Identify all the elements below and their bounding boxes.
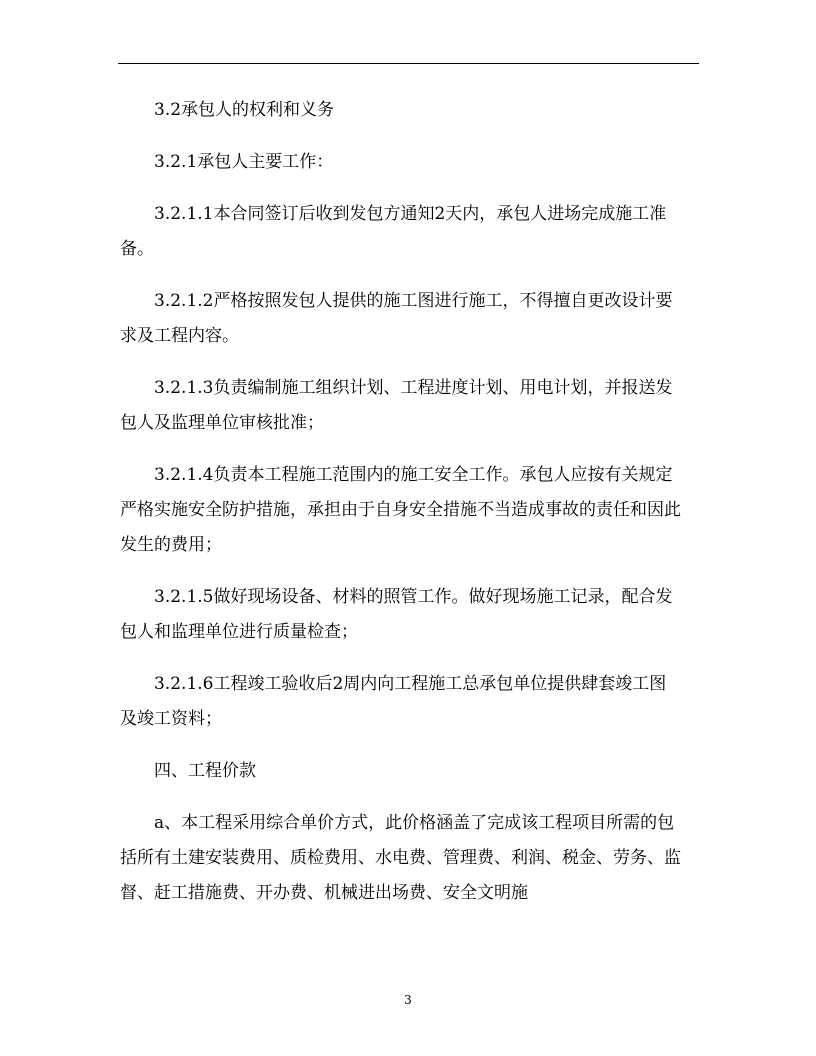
paragraph-a: a、本工程采用综合单价方式，此价格涵盖了完成该工程项目所需的包括所有土建安装费用、质检费用、水电费、管理费、利润、税金、劳务、监督、赶工措施费、开办费、机械进出场费、安全文明施	[120, 813, 681, 903]
clause-3-2-1-1: 3.2.1.1本合同签订后收到发包方通知2天内，承包人进场完成施工准备。	[120, 204, 667, 259]
document-body	[120, 93, 682, 928]
clause-3-2-1-6: 3.2.1.6工程竣工验收后2周内向工程施工总承包单位提供肆套竣工图及竣工资料；	[120, 674, 667, 729]
clause-3-2-1-2: 3.2.1.2严格按照发包人提供的施工图进行施工，不得擅自更改设计要求及工程内容。	[120, 291, 673, 346]
clause-3-2-1-3: 3.2.1.3负责编制施工组织计划、工程进度计划、用电计划，并报送发包人及监理单位审核批准；	[120, 378, 673, 433]
page-number: 3	[404, 993, 412, 1007]
clause-3-2-1-5: 3.2.1.5做好现场设备、材料的照管工作。做好现场施工记录，配合发包人和监理单位进行质量检查；	[120, 587, 673, 642]
section-heading-4: 四、工程价款	[154, 761, 256, 781]
header-rule	[118, 63, 699, 64]
subsection-heading-3-2-1: 3.2.1承包人主要工作：	[154, 152, 334, 172]
section-heading-3-2: 3.2承包人的权利和义务	[154, 100, 335, 120]
clause-3-2-1-4: 3.2.1.4负责本工程施工范围内的施工安全工作。承包人应按有关规定严格实施安全防护措施，承担由于自身安全措施不当造成事故的责任和因此发生的费用；	[120, 465, 681, 555]
